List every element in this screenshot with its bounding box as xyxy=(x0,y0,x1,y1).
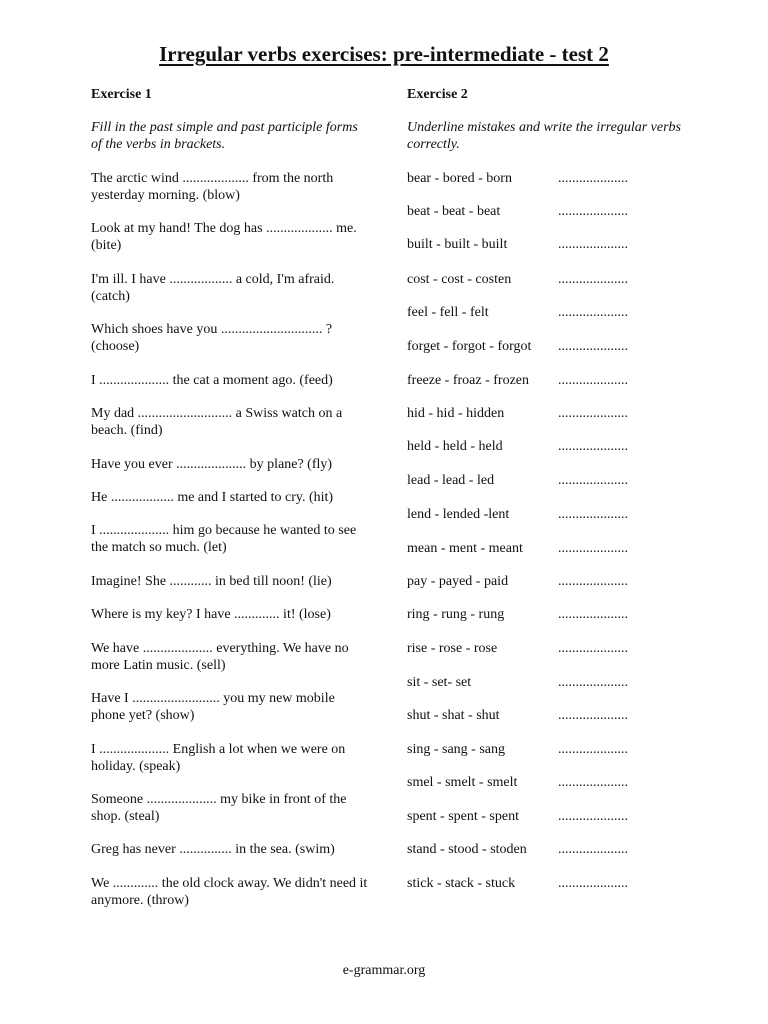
answer-blank: .................... xyxy=(558,641,628,656)
exercise-1-item: Imagine! She ............ in bed till noon! (lie) xyxy=(91,574,332,589)
verb-forms: shut - shat - shut xyxy=(407,708,500,723)
answer-blank: .................... xyxy=(558,607,628,622)
page-title: Irregular verbs exercises: pre-intermediate - test 2 xyxy=(159,42,609,66)
footer-site-name: e-grammar.org xyxy=(342,963,426,978)
answer-blank: .................... xyxy=(558,339,628,354)
exercise-1-item: We have .................... everything. We have no more Latin music. (sell) xyxy=(91,641,349,673)
exercise-1-item: Greg has never ............... in the sea. (swim) xyxy=(91,842,335,857)
verb-forms: beat - beat - beat xyxy=(407,204,501,219)
verb-forms: sing - sang - sang xyxy=(407,742,505,757)
exercise-1-item: I .................... the cat a moment ago. (feed) xyxy=(91,373,333,388)
verb-forms: feel - fell - felt xyxy=(407,305,489,320)
answer-blank: .................... xyxy=(558,809,628,824)
answer-blank: .................... xyxy=(558,541,628,556)
verb-forms: stand - stood - stoden xyxy=(407,842,527,857)
answer-blank: .................... xyxy=(558,473,628,488)
answer-blank: .................... xyxy=(558,204,628,219)
answer-blank: .................... xyxy=(558,708,628,723)
exercise-1-item: Look at my hand! The dog has ................... me. (bite) xyxy=(91,221,357,253)
answer-blank: .................... xyxy=(558,406,628,421)
answer-blank: .................... xyxy=(558,675,628,690)
exercise-1-instruction: Fill in the past simple and past participle forms of the verbs in brackets. xyxy=(91,120,358,152)
verb-forms: stick - stack - stuck xyxy=(407,876,516,891)
verb-forms: freeze - froaz - frozen xyxy=(407,373,530,388)
verb-forms: mean - ment - meant xyxy=(407,541,523,556)
exercise-1-item: I .................... English a lot when we were on holiday. (speak) xyxy=(91,742,346,774)
verb-forms: hid - hid - hidden xyxy=(407,406,505,421)
verb-forms: lead - lead - led xyxy=(407,473,495,488)
exercise-1-item: Which shoes have you ............................. ? (choose) xyxy=(91,322,333,354)
exercise-1-item: He .................. me and I started to cry. (hit) xyxy=(91,490,334,505)
answer-blank: .................... xyxy=(558,373,628,388)
answer-blank: .................... xyxy=(558,507,628,522)
exercise-1-item: Have you ever .................... by plane? (fly) xyxy=(91,457,333,472)
verb-forms: sit - set- set xyxy=(407,675,472,690)
exercise-1-item: Where is my key? I have ............. it! (lose) xyxy=(91,607,331,622)
verb-forms: pay - payed - paid xyxy=(407,574,509,589)
answer-blank: .................... xyxy=(558,876,628,891)
exercise-1-heading: Exercise 1 xyxy=(91,87,152,102)
verb-forms: rise - rose - rose xyxy=(407,641,498,656)
verb-forms: smel - smelt - smelt xyxy=(407,775,518,790)
exercise-2-heading: Exercise 2 xyxy=(407,87,468,102)
answer-blank: .................... xyxy=(558,775,628,790)
verb-forms: forget - forgot - forgot xyxy=(407,339,532,354)
answer-blank: .................... xyxy=(558,272,628,287)
exercise-1-item: Someone .................... my bike in front of the shop. (steal) xyxy=(91,792,347,824)
exercise-1-item: My dad ........................... a Swiss watch on a beach. (find) xyxy=(91,406,343,438)
verb-forms: lend - lended -lent xyxy=(407,507,510,522)
answer-blank: .................... xyxy=(558,171,628,186)
verb-forms: spent - spent - spent xyxy=(407,809,519,824)
exercise-1-item: I'm ill. I have .................. a cold, I'm afraid. (catch) xyxy=(91,272,335,304)
answer-blank: .................... xyxy=(558,237,628,252)
answer-blank: .................... xyxy=(558,574,628,589)
answer-blank: .................... xyxy=(558,305,628,320)
answer-blank: .................... xyxy=(558,742,628,757)
verb-forms: ring - rung - rung xyxy=(407,607,505,622)
verb-forms: cost - cost - costen xyxy=(407,272,512,287)
exercise-1-item: Have I ......................... you my new mobile phone yet? (show) xyxy=(91,691,335,723)
exercise-1-item: I .................... him go because he wanted to see the match so much. (let) xyxy=(91,523,357,555)
verb-forms: built - built - built xyxy=(407,237,508,252)
exercise-2-instruction: Underline mistakes and write the irregular verbs correctly. xyxy=(407,120,682,152)
answer-blank: .................... xyxy=(558,842,628,857)
exercise-1-item: We ............. the old clock away. We didn't need it anymore. (throw) xyxy=(91,876,368,908)
verb-forms: bear - bored - born xyxy=(407,171,512,186)
verb-forms: held - held - held xyxy=(407,439,503,454)
answer-blank: .................... xyxy=(558,439,628,454)
exercise-1-item: The arctic wind ................... from the north yesterday morning. (blow) xyxy=(91,171,334,203)
